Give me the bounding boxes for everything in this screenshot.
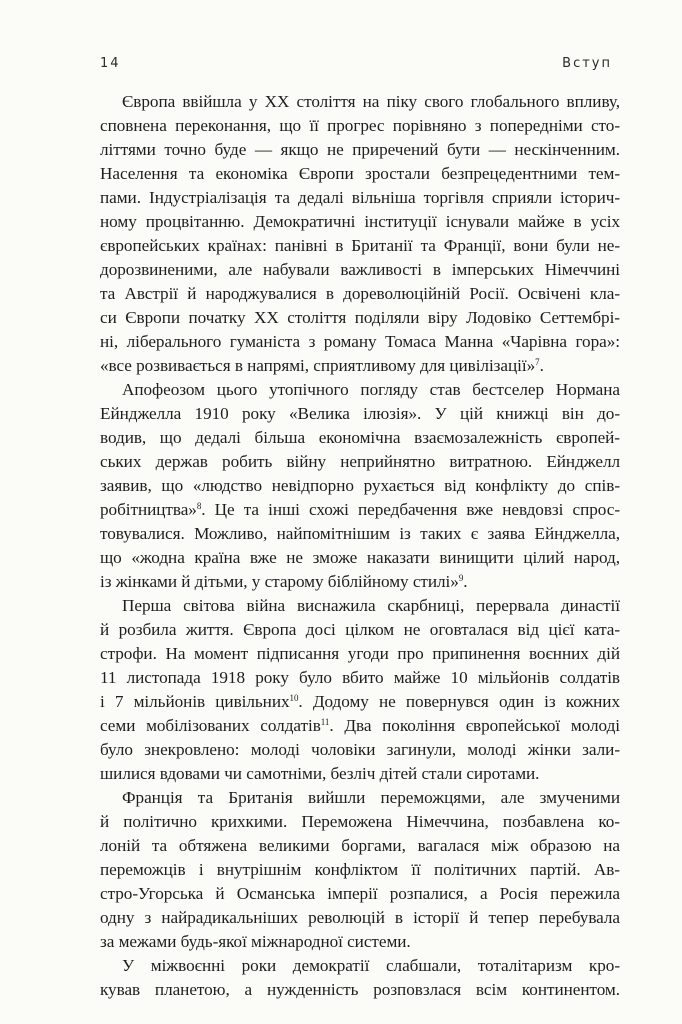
text-line: за межами будь-якої міжнародної системи. <box>100 932 411 951</box>
text-line: заявив, що «людство невідпорно рухається від конфлікту до спів- <box>100 476 620 495</box>
text-line <box>100 690 620 714</box>
paragraph-3 <box>100 594 620 786</box>
text-line: У міжвоєнні роки демократії слабшали, тоталітаризм кро- <box>122 956 620 975</box>
text-line: європейських країнах: панівні в Британії та Франції, вони були не- <box>100 236 620 255</box>
text-line: та Австрії й народжувалися в дореволюційній Росії. Освічені кла- <box>100 284 620 303</box>
text-fragment: семи мобілізованих солдатів <box>100 716 321 735</box>
paragraph-1 <box>100 90 620 378</box>
text-line: стро-Угорська й Османська імперії розпалися, а Росія пережила <box>100 884 620 903</box>
body-text <box>100 90 620 1002</box>
text-line: дорозвиненими, але набували важливості в імперських Німеччині <box>100 260 620 279</box>
text-line: ні, ліберального гуманіста з роману Томаса Манна «Чарівна гора»: <box>100 332 620 351</box>
text-line: сповнена переконання, що її прогрес порівняно з попередніми сто- <box>100 116 620 135</box>
text-line: Апофеозом цього утопічного погляду став бестселер Нормана <box>122 380 620 399</box>
text-line: що «жодна країна вже не зможе наказати винищити цілий народ, <box>100 548 620 567</box>
text-line: одну з найрадикальніших революцій в історії й тепер перебувала <box>100 908 620 927</box>
footnote-ref: 9 <box>458 573 464 583</box>
text-line: товувалися. Можливо, найпомітнішим із таких є заява Ейнджелла, <box>100 524 620 543</box>
text-line: строфи. На момент підписання угоди про припинення воєнних дій <box>100 644 620 663</box>
text-fragment: . Це та інші схожі передбачення вже невдовзі спрос- <box>201 500 620 519</box>
text-line <box>100 498 620 522</box>
text-line: переможців і внутрішнім конфліктом її політичних партій. Ав- <box>100 860 620 879</box>
text-fragment: . Додому не повернувся один із кожних <box>298 692 620 711</box>
text-line: «все розвивається в напрямі, сприятливому для цивілізації»$^7$. <box>100 356 544 375</box>
text-line: пами. Індустріалізація та дедалі вільніша торгівля сприяли історич- <box>100 188 620 207</box>
text-fragment: і 7 мільйонів цивільних <box>100 692 290 711</box>
text-line: літтями точно буде — якщо не приречений бути — нескінченним. <box>100 140 620 159</box>
text-line: Європа ввійшла у ХХ століття на піку свого глобального впливу, <box>122 92 620 111</box>
paragraph-4 <box>100 786 620 954</box>
text-line: шилися вдовами чи самотніми, безліч дітей стали сиротами. <box>100 764 540 783</box>
text-line: ному процвітанню. Демократичні інституції існували майже в усіх <box>100 212 620 231</box>
text-fragment: «все розвивається в напрямі, сприятливому для цивілізації» <box>100 356 536 375</box>
text-line: Перша світова війна виснажила скарбниці, перервала династії <box>122 596 620 615</box>
running-head <box>100 56 612 76</box>
text-line: лоній та обтяжена великими боргами, вагалася між образою на <box>100 836 620 855</box>
text-line: Франція та Британія вийшли переможцями, але змученими <box>122 788 620 807</box>
paragraph-2 <box>100 378 620 594</box>
text-line: із жінками й дітьми, у старому біблійному стилі»$^9$. <box>100 572 468 591</box>
section-title: Вступ <box>562 56 612 71</box>
text-line: було знекровлено: молоді чоловіки загинули, молоді жінки зали- <box>100 740 620 759</box>
text-line: водив, що дедалі більша економічна взаємозалежність європей- <box>100 428 620 447</box>
text-line: ських держав робить війну неприйнятно витратною. Ейнджелл <box>100 452 620 471</box>
text-fragment: . Два покоління європейської молоді <box>329 716 620 735</box>
footnote-ref: 7 <box>535 357 540 367</box>
footnote-ref: 10 <box>289 693 299 703</box>
text-line <box>100 714 620 738</box>
page-number: 14 <box>100 56 121 71</box>
text-line: Населення та економіка Європи зростали безпрецедентними тем- <box>100 164 620 183</box>
text-line: й розбила життя. Європа досі цілком не оговталася від цієї ката- <box>100 620 620 639</box>
text-fragment: робітництва» <box>100 500 197 519</box>
text-fragment: із жінками й дітьми, у старому біблійному стилі» <box>100 572 459 591</box>
footnote-ref: 11 <box>320 717 330 727</box>
text-line: Ейнджелла 1910 року «Велика ілюзія». У цій книжці він до- <box>100 404 620 423</box>
text-line: й політично крихкими. Переможена Німеччина, позбавлена ко- <box>100 812 620 831</box>
footnote-ref: 8 <box>196 501 202 511</box>
text-line: кував планетою, а нужденність розповзлася всім континентом. <box>100 980 620 999</box>
text-line: си Європи початку ХХ століття поділяли віру Лодовіко Сеттембрі- <box>100 308 620 327</box>
text-line: 11 листопада 1918 року було вбито майже 10 мільйонів солдатів <box>100 668 620 687</box>
paragraph-5 <box>100 954 620 1002</box>
